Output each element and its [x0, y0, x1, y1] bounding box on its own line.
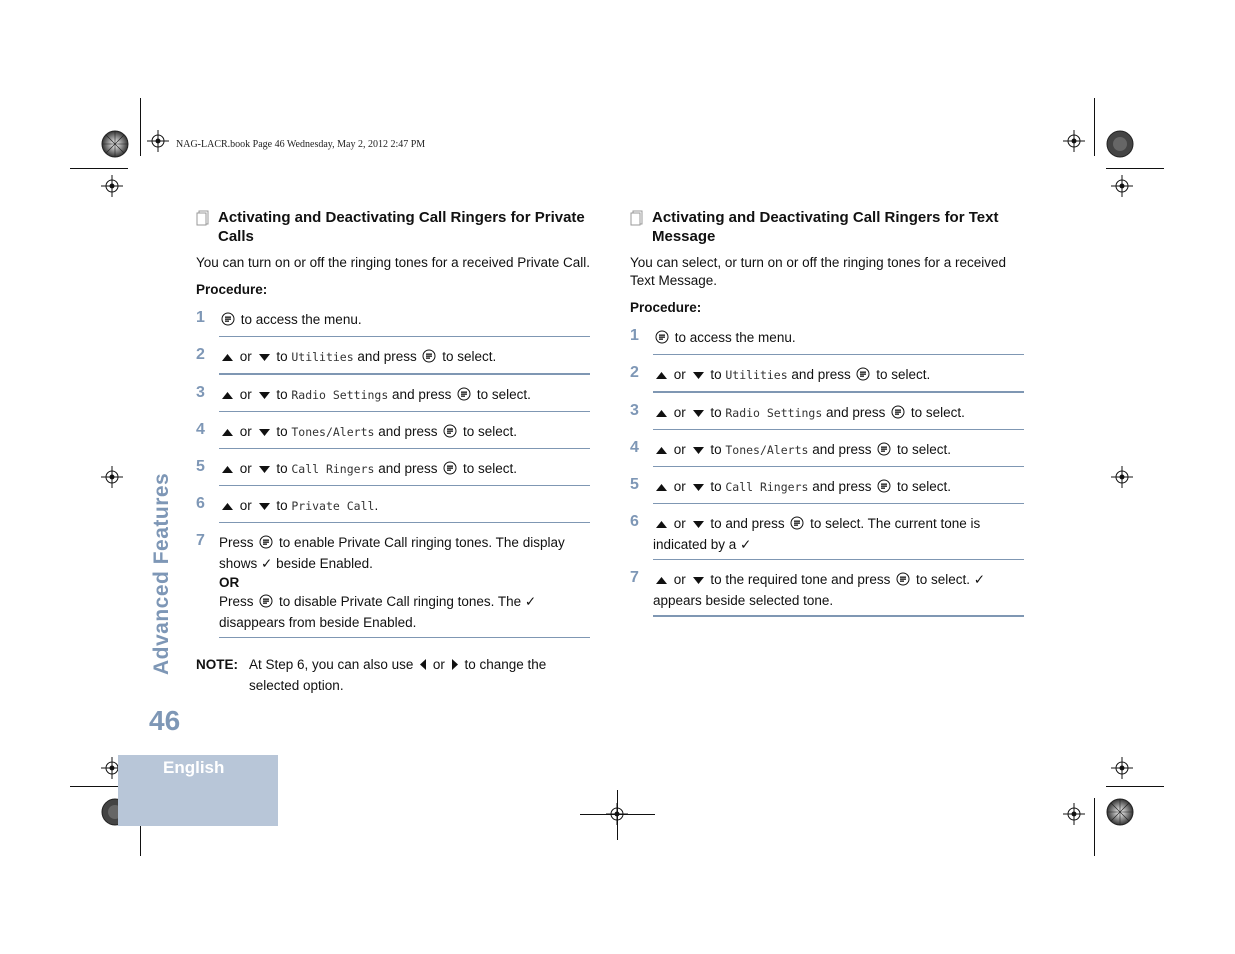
- down-arrow-icon: [692, 442, 705, 461]
- step-4: 4 or to Tones/Alerts and press to select.: [630, 435, 1024, 472]
- menu-ok-button-icon: [259, 594, 273, 613]
- up-arrow-icon: [221, 349, 234, 368]
- crop-mark: [1106, 168, 1164, 169]
- up-arrow-icon: [221, 498, 234, 517]
- up-arrow-icon: [221, 387, 234, 406]
- step-number: 3: [196, 384, 205, 401]
- step-number: 4: [630, 439, 639, 456]
- step-number: 5: [196, 458, 205, 475]
- intro-text: You can turn on or off the ringing tones for a received Private Call.: [196, 255, 590, 270]
- down-arrow-icon: [258, 498, 271, 517]
- step-6: 6 or to and press to select. The current tone is indicated by a ✓: [630, 509, 1024, 565]
- step-number: 6: [630, 513, 639, 530]
- step-3: 3 or to Radio Settings and press to select.: [196, 380, 590, 417]
- registration-mark-icon: [101, 175, 123, 197]
- down-arrow-icon: [258, 387, 271, 406]
- file-header: NAG-LACR.book Page 46 Wednesday, May 2, 2012 2:47 PM: [176, 139, 426, 150]
- step-number: 7: [196, 532, 205, 549]
- left-section: [196, 208, 590, 695]
- down-arrow-icon: [258, 461, 271, 480]
- menu-ok-button-icon: [221, 312, 235, 331]
- down-arrow-icon: [258, 349, 271, 368]
- menu-ok-button-icon: [877, 479, 891, 498]
- step-number: 4: [196, 421, 205, 438]
- registration-mark-icon: [1111, 466, 1133, 488]
- section-marker-icon: [196, 210, 210, 231]
- step-number: 1: [196, 309, 205, 326]
- step-1: 1 to access the menu.: [630, 323, 1024, 360]
- up-arrow-icon: [221, 461, 234, 480]
- or-label: OR: [219, 575, 240, 590]
- intro-text: You can select, or turn on or off the ringing tones for a received Text Message.: [630, 255, 1006, 288]
- menu-ok-button-icon: [790, 516, 804, 535]
- procedure-label: Procedure:: [196, 282, 268, 297]
- step-5: 5 or to Call Ringers and press to select.: [196, 454, 590, 491]
- registration-mark-icon: [147, 130, 169, 152]
- step-number: 2: [196, 346, 205, 363]
- menu-ok-button-icon: [877, 442, 891, 461]
- step-2: 2 or to Utilities and press to select.: [630, 360, 1024, 398]
- procedure-steps: [196, 305, 590, 643]
- left-arrow-icon: [419, 657, 427, 676]
- menu-ok-button-icon: [443, 424, 457, 443]
- crop-mark: [1094, 98, 1095, 156]
- crop-mark: [70, 168, 128, 169]
- step-7: 7 or to the required tone and press to select. ✓ appears beside selected tone.: [630, 565, 1024, 622]
- menu-ok-button-icon: [896, 572, 910, 591]
- note: NOTE: At Step 6, you can also use or to change the selected option.: [196, 657, 547, 693]
- step-number: 7: [630, 569, 639, 586]
- step-5: 5 or to Call Ringers and press to select.: [630, 472, 1024, 509]
- page-number: 46: [149, 705, 181, 736]
- step-2: 2 or to Utilities and press to select.: [196, 342, 590, 380]
- menu-ok-button-icon: [259, 535, 273, 554]
- right-section: [630, 208, 1024, 622]
- menu-ok-button-icon: [443, 461, 457, 480]
- step-4: 4 or to Tones/Alerts and press to select.: [196, 417, 590, 454]
- procedure-steps: [630, 323, 1024, 622]
- crop-mark: [140, 98, 141, 156]
- up-arrow-icon: [655, 442, 668, 461]
- up-arrow-icon: [655, 367, 668, 386]
- down-arrow-icon: [692, 367, 705, 386]
- section-heading: Activating and Deactivating Call Ringers for Text Message: [630, 208, 1024, 246]
- menu-ok-button-icon: [891, 405, 905, 424]
- up-arrow-icon: [221, 424, 234, 443]
- step-number: 2: [630, 364, 639, 381]
- language-label: English: [163, 758, 225, 777]
- down-arrow-icon: [692, 516, 705, 535]
- crop-mark: [1106, 786, 1164, 787]
- up-arrow-icon: [655, 479, 668, 498]
- step-number: 1: [630, 327, 639, 344]
- step-6: 6 or to Private Call.: [196, 491, 590, 528]
- step-1: 1 to access the menu.: [196, 305, 590, 342]
- registration-mark-icon: [1063, 803, 1085, 825]
- section-heading: Activating and Deactivating Call Ringers for Private Calls: [196, 208, 590, 246]
- note-label: NOTE:: [196, 657, 238, 672]
- menu-ok-button-icon: [457, 387, 471, 406]
- starburst-mark-icon: [1106, 798, 1134, 826]
- down-arrow-icon: [258, 424, 271, 443]
- up-arrow-icon: [655, 405, 668, 424]
- up-arrow-icon: [655, 516, 668, 535]
- up-arrow-icon: [655, 572, 668, 591]
- menu-ok-button-icon: [655, 330, 669, 349]
- procedure-label: Procedure:: [630, 300, 702, 315]
- step-number: 3: [630, 402, 639, 419]
- chapter-side-title: Advanced Features: [150, 472, 173, 675]
- down-arrow-icon: [692, 405, 705, 424]
- right-arrow-icon: [451, 657, 459, 676]
- menu-ok-button-icon: [422, 349, 436, 368]
- registration-mark-icon: [101, 466, 123, 488]
- crop-mark: [617, 790, 618, 840]
- registration-mark-icon: [1111, 175, 1133, 197]
- step-3: 3 or to Radio Settings and press to select.: [630, 398, 1024, 435]
- step-number: 6: [196, 495, 205, 512]
- starburst-mark-icon: [101, 130, 129, 158]
- section-marker-icon: [630, 210, 644, 231]
- starburst-mark-icon: [1106, 130, 1134, 158]
- step-number: 5: [630, 476, 639, 493]
- down-arrow-icon: [692, 479, 705, 498]
- registration-mark-icon: [1063, 130, 1085, 152]
- menu-ok-button-icon: [856, 367, 870, 386]
- crop-mark: [1094, 798, 1095, 856]
- down-arrow-icon: [692, 572, 705, 591]
- step-7: 7 Press to enable Private Call ringing tones. The display shows ✓ beside Enabled. OR Press to disable Private Call ringing tones. The ✓ disappears from beside Enabled.: [196, 528, 590, 643]
- registration-mark-icon: [1111, 757, 1133, 779]
